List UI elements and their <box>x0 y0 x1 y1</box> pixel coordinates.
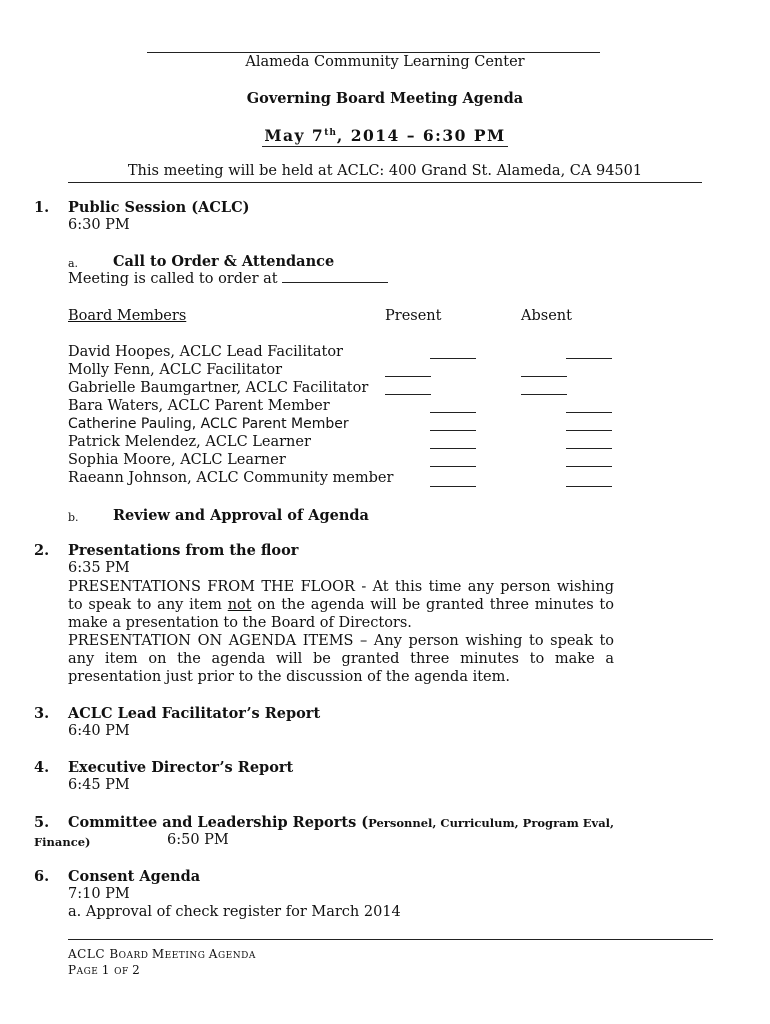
present-blank <box>430 358 476 359</box>
header-bottom-rule <box>68 182 702 183</box>
meeting-location: This meeting will be held at ACLC: 400 Grand St. Alameda, CA 94501 <box>127 163 643 179</box>
footer-part: OARD <box>118 951 152 961</box>
footer-part: 1 <box>101 963 115 977</box>
item-3-time: 6:40 PM <box>68 723 130 739</box>
present-blank <box>430 412 476 413</box>
item-6a-text: a. Approval of check register for March 2014 <box>68 904 401 920</box>
call-to-order-label: Meeting is called to order at <box>68 271 278 287</box>
item-2-title: Presentations from the floor <box>68 542 299 559</box>
footer-part: A <box>208 947 218 961</box>
presentations-floor-text-a: PRESENTATIONS FROM THE FLOOR - At this time any person wishing to speak to any item <box>68 579 614 613</box>
absent-blank <box>521 376 567 377</box>
item-4-title: Executive Director’s Report <box>68 759 294 776</box>
item-5-number: 5. <box>34 814 50 831</box>
item-2-time: 6:35 PM <box>68 560 130 576</box>
absent-blank <box>566 466 612 467</box>
footer-rule <box>68 939 713 940</box>
member-row: Patrick Melendez, ACLC Learner <box>68 434 311 450</box>
footer-part: P <box>68 963 77 977</box>
meeting-date <box>0 126 770 145</box>
item-6-title: Consent Agenda <box>68 868 201 885</box>
footer-page-number <box>68 963 140 977</box>
member-row: Catherine Pauling, ACLC Parent Member <box>68 416 349 432</box>
member-row: Molly Fenn, ACLC Facilitator <box>68 362 283 378</box>
item-5-finance: Finance) <box>34 835 91 849</box>
member-row: Bara Waters, ACLC Parent Member <box>68 398 330 414</box>
absent-blank <box>521 394 567 395</box>
footer-part: GENDA <box>217 951 256 961</box>
item-1a-title: Call to Order & Attendance <box>113 253 335 270</box>
item-4-time: 6:45 PM <box>68 777 130 793</box>
document-title: Governing Board Meeting Agenda <box>246 90 524 107</box>
presentations-floor-text-b: on the agenda will be granted three minutes to make a presentation to the Board of Directors. <box>68 597 614 631</box>
item-4-number: 4. <box>34 759 50 776</box>
item-1-time: 6:30 PM <box>68 217 130 233</box>
present-blank <box>385 394 431 395</box>
not-underlined: not <box>227 597 252 613</box>
present-blank <box>430 486 476 487</box>
item-5-title: Committee and Leadership Reports ( <box>68 814 369 831</box>
item-5-time: 6:50 PM <box>167 832 229 848</box>
item-5-title-line <box>68 814 614 831</box>
board-members-header: Board Members <box>68 308 187 324</box>
item-6-number: 6. <box>34 868 50 885</box>
item-3-number: 3. <box>34 705 50 722</box>
footer-title <box>68 947 256 961</box>
presentations-agenda-paragraph: PRESENTATION ON AGENDA ITEMS – Any person wishing to speak to any item on the agenda will be granted three minutes to make a presentation just prior to the discussion of the agenda item. <box>68 633 614 685</box>
footer-part: 2 <box>132 963 141 977</box>
item-1b-letter: b. <box>68 511 79 524</box>
absent-blank <box>566 430 612 431</box>
footer-part: OF <box>114 967 133 977</box>
item-6-time: 7:10 PM <box>68 886 130 902</box>
present-header: Present <box>385 308 442 324</box>
absent-blank <box>566 412 612 413</box>
item-1-number: 1. <box>34 199 50 216</box>
item-5-paren: Personnel, Curriculum, Program Eval, <box>368 816 615 830</box>
member-row: Sophia Moore, ACLC Learner <box>68 452 286 468</box>
present-blank <box>385 376 431 377</box>
header-top-rule <box>147 52 600 53</box>
present-blank <box>430 448 476 449</box>
item-3-title: ACLC Lead Facilitator’s Report <box>68 705 321 722</box>
footer-part: M <box>151 947 165 961</box>
date-pre: May 7 <box>264 126 325 145</box>
date-sup: th <box>324 127 337 138</box>
call-to-order-time-blank <box>282 282 388 283</box>
footer-part: AGE <box>76 967 102 977</box>
call-to-order-text <box>68 271 388 287</box>
footer-part: EETING <box>164 951 209 961</box>
presentations-floor-paragraph <box>68 578 614 632</box>
absent-blank <box>566 448 612 449</box>
item-1a-letter: a. <box>68 257 79 270</box>
absent-header: Absent <box>521 308 572 324</box>
absent-blank <box>566 358 612 359</box>
item-1-title: Public Session (ACLC) <box>68 199 250 216</box>
member-row: Raeann Johnson, ACLC Community member <box>68 470 394 486</box>
member-row: David Hoopes, ACLC Lead Facilitator <box>68 344 343 360</box>
member-row: Gabrielle Baumgartner, ACLC Facilitator <box>68 380 369 396</box>
present-blank <box>430 466 476 467</box>
footer-part: ACLC B <box>68 947 119 961</box>
item-1b-title: Review and Approval of Agenda <box>113 507 369 524</box>
org-name: Alameda Community Learning Center <box>245 54 525 70</box>
item-2-number: 2. <box>34 542 50 559</box>
absent-blank <box>566 486 612 487</box>
date-post: , 2014 – 6:30 PM <box>336 126 506 145</box>
present-blank <box>430 430 476 431</box>
